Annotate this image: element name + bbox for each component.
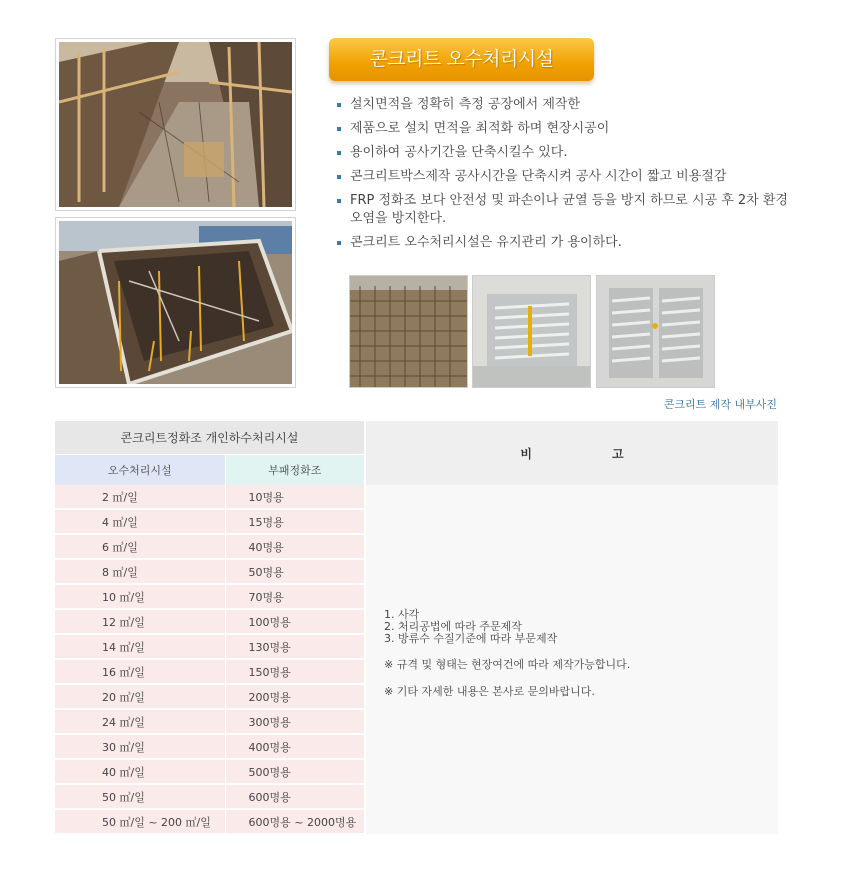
persons-cell: 600명용 [225,784,365,809]
note-header [365,421,778,485]
construction-photo-concrete-box [55,217,296,388]
list-item: 설치면적을 정확히 측정 공장에서 제작한 [335,96,795,114]
persons-cell: 600명용 ~ 2000명용 [225,809,365,834]
note-remark: ※ 규격 및 형태는 현장여건에 따라 제작가능합니다. [384,658,631,671]
col-header-septic: 부패정화조 [225,455,365,486]
inner-photo-rebar [349,275,468,388]
table-row [55,485,778,509]
persons-cell: 200명용 [225,684,365,709]
persons-cell: 10명용 [225,485,365,509]
feature-list [335,96,795,258]
persons-cell: 50명용 [225,559,365,584]
persons-cell: 15명용 [225,509,365,534]
persons-cell: 500명용 [225,759,365,784]
capacity-cell: 14 ㎥/일 [55,634,225,659]
persons-cell: 130명용 [225,634,365,659]
bullet-square-icon [337,241,341,245]
note-header-label-1: 비 [520,446,533,461]
table-group-header: 콘크리트정화조 개인하수처리시설 [55,421,365,455]
list-item: 용이하여 공사기간을 단축시킬수 있다. [335,144,795,162]
notes-cell [365,485,778,834]
list-item: 콘크리트 오수처리시설은 유지관리 가 용이하다. [335,234,795,252]
spec-table [55,421,778,835]
list-item: 콘크리트박스제작 공사시간을 단축시켜 공사 시간이 짧고 비용절감 [335,168,795,186]
note-remark: ※ 기타 자세한 내용은 본사로 문의바랍니다. [384,685,595,698]
capacity-cell: 50 ㎥/일 [55,784,225,809]
capacity-cell: 4 ㎥/일 [55,509,225,534]
bullet-square-icon [337,103,341,107]
persons-cell: 300명용 [225,709,365,734]
col-header-capacity: 오수처리시설 [55,455,225,486]
persons-cell: 70명용 [225,584,365,609]
list-item: FRP 정화조 보다 안전성 및 파손이나 균열 등을 방지 하므로 시공 후 2차 환경오염을 방지한다. [335,192,795,228]
capacity-cell: 24 ㎥/일 [55,709,225,734]
photo-caption: 콘크리트 제작 내부사진 [663,398,777,411]
persons-cell: 100명용 [225,609,365,634]
persons-cell: 150명용 [225,659,365,684]
capacity-cell: 20 ㎥/일 [55,684,225,709]
bullet-square-icon [337,175,341,179]
capacity-cell: 12 ㎥/일 [55,609,225,634]
construction-photo-formwork [55,38,296,211]
capacity-cell: 50 ㎥/일 ~ 200 ㎥/일 [55,809,225,834]
bullet-square-icon [337,127,341,131]
title-badge [329,38,594,81]
inner-photo-media-2 [596,275,715,388]
capacity-cell: 2 ㎥/일 [55,485,225,509]
inner-photo-media-1 [472,275,591,388]
note-item: 3. 방류수 수질기준에 따라 부문제작 [384,632,558,645]
list-item: 제품으로 설치 면적을 최적화 하며 현장시공이 [335,120,795,138]
persons-cell: 40명용 [225,534,365,559]
note-item: 2. 처리공법에 따라 주문제작 [384,620,522,633]
capacity-cell: 16 ㎥/일 [55,659,225,684]
persons-cell: 400명용 [225,734,365,759]
note-header-label-2: 고 [612,446,624,461]
page-title: 콘크리트 오수처리시설 [369,48,554,70]
bullet-square-icon [337,151,341,155]
capacity-cell: 40 ㎥/일 [55,759,225,784]
capacity-cell: 8 ㎥/일 [55,559,225,584]
capacity-cell: 6 ㎥/일 [55,534,225,559]
bullet-square-icon [337,199,341,203]
note-item: 1. 사각 [384,608,420,621]
capacity-cell: 30 ㎥/일 [55,734,225,759]
capacity-cell: 10 ㎥/일 [55,584,225,609]
